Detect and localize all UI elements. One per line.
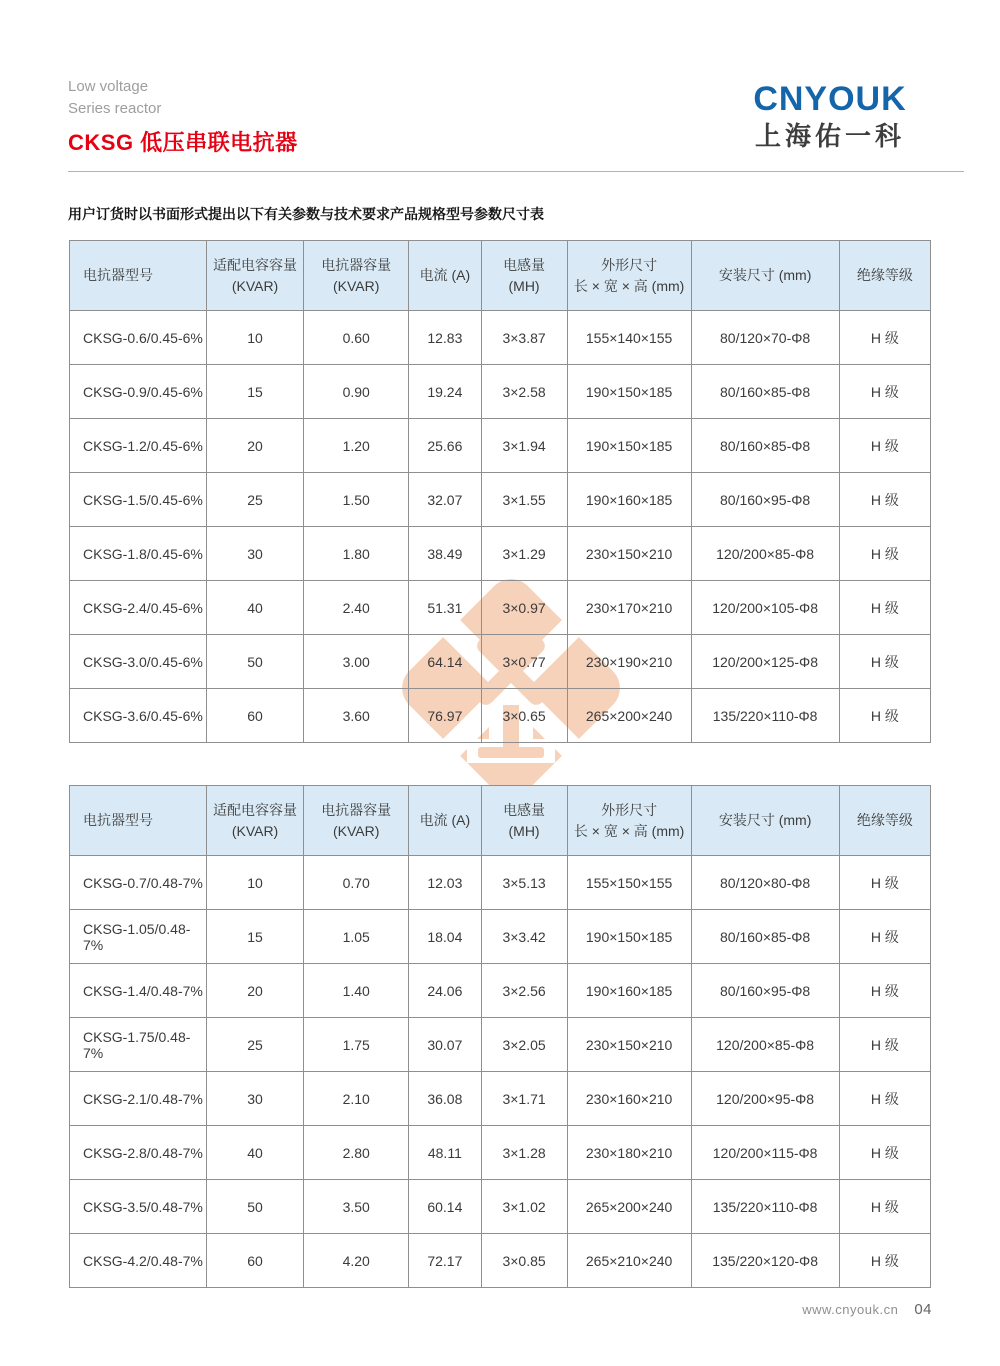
table-cell: H 级: [839, 1126, 930, 1180]
table-cell: 80/120×80-Φ8: [691, 856, 839, 910]
table-cell: H 级: [839, 856, 930, 910]
table-cell: 60: [206, 689, 303, 743]
table-cell: 10: [206, 856, 303, 910]
table-cell: 40: [206, 1126, 303, 1180]
table-cell: 3×1.29: [481, 527, 567, 581]
page-title: CKSG 低压串联电抗器: [68, 130, 298, 155]
table-cell: H 级: [839, 910, 930, 964]
table-cell: 30.07: [409, 1018, 481, 1072]
table-cell: CKSG-4.2/0.48-7%: [70, 1234, 207, 1288]
table-cell: H 级: [839, 635, 930, 689]
table-cell: CKSG-3.5/0.48-7%: [70, 1180, 207, 1234]
table-cell: 230×150×210: [567, 527, 691, 581]
table-cell: 120/200×105-Φ8: [691, 581, 839, 635]
page-footer: [68, 1301, 932, 1318]
spec-table-045-6pct: [69, 240, 931, 743]
table-cell: 40: [206, 581, 303, 635]
table-cell: 80/160×85-Φ8: [691, 365, 839, 419]
table-row: [70, 1072, 931, 1126]
table-cell: 15: [206, 910, 303, 964]
brand-logo-chinese: 上海佑一科: [754, 121, 905, 151]
table-cell: 80/160×95-Φ8: [691, 473, 839, 527]
table-row: [70, 910, 931, 964]
table-cell: CKSG-1.05/0.48-7%: [70, 910, 207, 964]
table-cell: 120/200×85-Φ8: [691, 1018, 839, 1072]
table-cell: 50: [206, 635, 303, 689]
table-cell: 230×160×210: [567, 1072, 691, 1126]
table-cell: 3×1.28: [481, 1126, 567, 1180]
table-cell: 1.50: [304, 473, 409, 527]
column-header: 适配电容容量 (KVAR): [206, 241, 303, 311]
table-row: [70, 1018, 931, 1072]
table-cell: CKSG-2.4/0.45-6%: [70, 581, 207, 635]
table-cell: H 级: [839, 1018, 930, 1072]
table-cell: 32.07: [409, 473, 481, 527]
table-cell: 3×3.42: [481, 910, 567, 964]
column-header: 电流 (A): [409, 241, 481, 311]
table-cell: H 级: [839, 1180, 930, 1234]
spec-table: [69, 240, 931, 743]
table-cell: 230×190×210: [567, 635, 691, 689]
table-cell: 265×210×240: [567, 1234, 691, 1288]
table-cell: 50: [206, 1180, 303, 1234]
table-cell: 3×0.77: [481, 635, 567, 689]
table-cell: 135/220×120-Φ8: [691, 1234, 839, 1288]
table-row: [70, 689, 931, 743]
table-cell: 3×0.65: [481, 689, 567, 743]
table-cell: 3×5.13: [481, 856, 567, 910]
table-cell: 230×150×210: [567, 1018, 691, 1072]
table-cell: CKSG-2.1/0.48-7%: [70, 1072, 207, 1126]
intro-text: 用户订货时以书面形式提出以下有关参数与技术要求产品规格型号参数尺寸表: [68, 206, 544, 222]
table-row: [70, 964, 931, 1018]
footer-url: www.cnyouk.cn: [802, 1302, 899, 1317]
eyebrow-text: [68, 76, 161, 120]
table-cell: 19.24: [409, 365, 481, 419]
table-cell: 80/160×95-Φ8: [691, 964, 839, 1018]
table-cell: 3×1.02: [481, 1180, 567, 1234]
table-cell: 120/200×95-Φ8: [691, 1072, 839, 1126]
table-cell: 64.14: [409, 635, 481, 689]
table-cell: 25: [206, 1018, 303, 1072]
table-cell: 155×150×155: [567, 856, 691, 910]
table-cell: CKSG-0.9/0.45-6%: [70, 365, 207, 419]
table-cell: 0.90: [304, 365, 409, 419]
table-cell: 60.14: [409, 1180, 481, 1234]
table-cell: CKSG-0.7/0.48-7%: [70, 856, 207, 910]
table-cell: 60: [206, 1234, 303, 1288]
table-cell: H 级: [839, 581, 930, 635]
table-cell: 80/120×70-Φ8: [691, 311, 839, 365]
table-row: [70, 311, 931, 365]
table-cell: CKSG-1.8/0.45-6%: [70, 527, 207, 581]
table-cell: 190×150×185: [567, 910, 691, 964]
table-cell: CKSG-2.8/0.48-7%: [70, 1126, 207, 1180]
table-cell: H 级: [839, 964, 930, 1018]
brand-logo-latin: CNYOUK: [753, 80, 907, 118]
table-cell: CKSG-0.6/0.45-6%: [70, 311, 207, 365]
table-cell: H 级: [839, 527, 930, 581]
column-header: 电感量 (MH): [481, 786, 567, 856]
table-cell: 38.49: [409, 527, 481, 581]
table-row: [70, 419, 931, 473]
table-cell: 51.31: [409, 581, 481, 635]
column-header: 电抗器型号: [70, 241, 207, 311]
table-cell: 2.80: [304, 1126, 409, 1180]
table-cell: 120/200×85-Φ8: [691, 527, 839, 581]
table-cell: 190×150×185: [567, 419, 691, 473]
table-cell: 230×170×210: [567, 581, 691, 635]
table-cell: 25.66: [409, 419, 481, 473]
column-header: 外形尺寸 长 × 宽 × 高 (mm): [567, 786, 691, 856]
table-cell: 76.97: [409, 689, 481, 743]
column-header: 外形尺寸 长 × 宽 × 高 (mm): [567, 241, 691, 311]
table-cell: H 级: [839, 311, 930, 365]
table-cell: 135/220×110-Φ8: [691, 1180, 839, 1234]
table-cell: 24.06: [409, 964, 481, 1018]
table-cell: H 级: [839, 419, 930, 473]
header-row: [70, 786, 931, 856]
table-cell: 190×160×185: [567, 964, 691, 1018]
table-cell: 3.60: [304, 689, 409, 743]
table-cell: 80/160×85-Φ8: [691, 910, 839, 964]
eyebrow-line-2: Series reactor: [68, 100, 162, 117]
table-cell: 1.40: [304, 964, 409, 1018]
table-cell: 3×2.05: [481, 1018, 567, 1072]
table-row: [70, 527, 931, 581]
table-cell: 10: [206, 311, 303, 365]
column-header: 适配电容容量 (KVAR): [206, 786, 303, 856]
table-cell: CKSG-3.0/0.45-6%: [70, 635, 207, 689]
table-cell: 3.50: [304, 1180, 409, 1234]
table-cell: 12.03: [409, 856, 481, 910]
column-header: 电抗器容量 (KVAR): [304, 786, 409, 856]
table-cell: 4.20: [304, 1234, 409, 1288]
table-cell: CKSG-3.6/0.45-6%: [70, 689, 207, 743]
table-cell: 3×3.87: [481, 311, 567, 365]
table-cell: 80/160×85-Φ8: [691, 419, 839, 473]
table-cell: 3×1.94: [481, 419, 567, 473]
table-row: [70, 473, 931, 527]
table-cell: 0.60: [304, 311, 409, 365]
table-row: [70, 581, 931, 635]
header-row: [70, 241, 931, 311]
column-header: 安装尺寸 (mm): [691, 241, 839, 311]
table-cell: 18.04: [409, 910, 481, 964]
table-cell: 1.20: [304, 419, 409, 473]
table-cell: 265×200×240: [567, 689, 691, 743]
table-cell: 2.10: [304, 1072, 409, 1126]
table-cell: 1.05: [304, 910, 409, 964]
brand-logo: [728, 80, 932, 154]
table-cell: 190×150×185: [567, 365, 691, 419]
eyebrow-line-1: Low voltage: [68, 78, 149, 95]
table-cell: 190×160×185: [567, 473, 691, 527]
table-cell: 265×200×240: [567, 1180, 691, 1234]
table-cell: 72.17: [409, 1234, 481, 1288]
table-cell: 120/200×125-Φ8: [691, 635, 839, 689]
table-cell: 20: [206, 419, 303, 473]
column-header: 绝缘等级: [839, 786, 930, 856]
table-cell: H 级: [839, 365, 930, 419]
table-cell: 30: [206, 527, 303, 581]
table-cell: 3×0.85: [481, 1234, 567, 1288]
table-cell: 1.75: [304, 1018, 409, 1072]
table-cell: 3.00: [304, 635, 409, 689]
table-cell: 3×2.56: [481, 964, 567, 1018]
page-number: 04: [914, 1301, 932, 1318]
table-cell: 0.70: [304, 856, 409, 910]
table-row: [70, 1180, 931, 1234]
column-header: 电抗器容量 (KVAR): [304, 241, 409, 311]
table-row: [70, 635, 931, 689]
column-header: 安装尺寸 (mm): [691, 786, 839, 856]
table-cell: 3×0.97: [481, 581, 567, 635]
table-row: [70, 1126, 931, 1180]
table-cell: H 级: [839, 1234, 930, 1288]
table-cell: H 级: [839, 473, 930, 527]
table-cell: 1.80: [304, 527, 409, 581]
table-cell: 48.11: [409, 1126, 481, 1180]
table-cell: CKSG-1.5/0.45-6%: [70, 473, 207, 527]
table-cell: 36.08: [409, 1072, 481, 1126]
table-cell: CKSG-1.4/0.48-7%: [70, 964, 207, 1018]
table-cell: CKSG-1.2/0.45-6%: [70, 419, 207, 473]
table-cell: 135/220×110-Φ8: [691, 689, 839, 743]
table-cell: 15: [206, 365, 303, 419]
table-row: [70, 365, 931, 419]
table-cell: H 级: [839, 1072, 930, 1126]
header-divider: [68, 171, 964, 172]
table-cell: 12.83: [409, 311, 481, 365]
table-cell: 120/200×115-Φ8: [691, 1126, 839, 1180]
table-row: [70, 856, 931, 910]
table-cell: 2.40: [304, 581, 409, 635]
column-header: 绝缘等级: [839, 241, 930, 311]
table-cell: 3×1.55: [481, 473, 567, 527]
table-cell: 25: [206, 473, 303, 527]
column-header: 电流 (A): [409, 786, 481, 856]
table-cell: 230×180×210: [567, 1126, 691, 1180]
table-cell: 3×2.58: [481, 365, 567, 419]
table-cell: CKSG-1.75/0.48-7%: [70, 1018, 207, 1072]
table-cell: 20: [206, 964, 303, 1018]
spec-table: [69, 785, 931, 1288]
table-cell: H 级: [839, 689, 930, 743]
table-cell: 30: [206, 1072, 303, 1126]
table-cell: 155×140×155: [567, 311, 691, 365]
table-row: [70, 1234, 931, 1288]
table-cell: 3×1.71: [481, 1072, 567, 1126]
column-header: 电感量 (MH): [481, 241, 567, 311]
column-header: 电抗器型号: [70, 786, 207, 856]
spec-table-048-7pct: [69, 785, 931, 1288]
